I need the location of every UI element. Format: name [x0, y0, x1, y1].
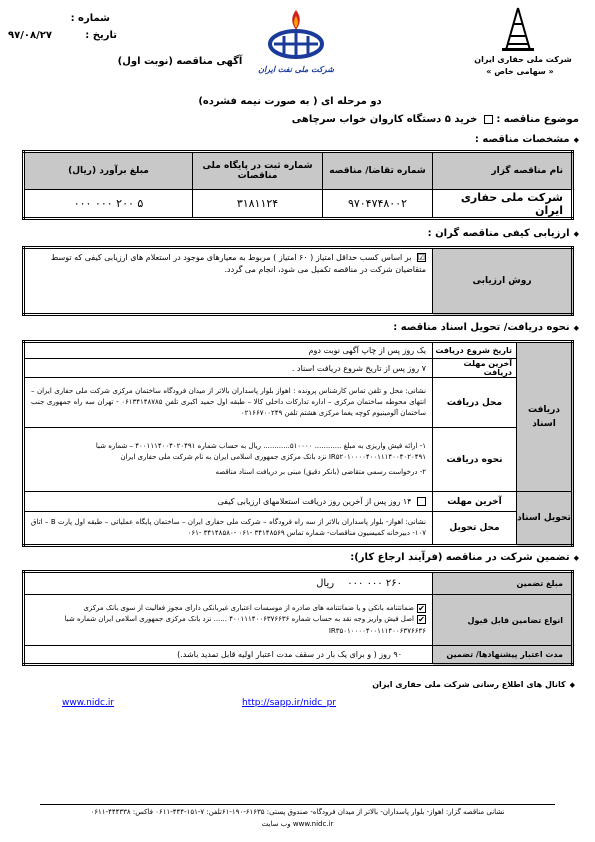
amount-unit: ریال [316, 577, 335, 589]
receive-group-label: دریافت اسناد [517, 342, 573, 492]
guarantee-table [22, 570, 574, 666]
number-label: شماره : [70, 13, 110, 24]
col-header: مبلغ برآورد (ریال) [24, 152, 193, 190]
documents-table [22, 340, 574, 547]
nidc-logo [498, 6, 538, 52]
specs-label: ◆ مشخصات مناقصه : [379, 134, 579, 145]
amount-label: مبلغ تضمین [433, 572, 573, 595]
table-cell: ۳۱۸۱۱۲۴ [193, 190, 323, 219]
amount-value: ۲۶۰ ۰۰۰ ۰۰۰ [347, 577, 402, 589]
types-label: انواع تضامین قابل قبول [433, 594, 573, 646]
place-value: نشانی: محل و تلفن تماس کارشناس پرونده : اهواز بلوار پاسداران بالاتر از میدان فرودگاه ساختمان مرکزی شرکت ملی حفاری ایران – انتهای محوطه ساختمان مرکزی – اداره تدارکات داخلی کالا – طبقه اول حمید اکبری تلفن ۰۶۱۳۴۱۴۸۷۸۵ - تهران سه راه جمهوری جنب ساختمان آلومینیوم کوچه یغما مرکزی هشتم تلفن ۰۲۱۶۶۷۰۰۲۴۹ [24, 378, 433, 428]
sapp-link[interactable]: http://sapp.ir/nidc_pr [242, 698, 337, 708]
start-value: یک روز پس از چاپ آگهی نوبت دوم [24, 342, 433, 359]
nioc-logo [262, 8, 330, 70]
last-deadline-value: ۱۴ روز پس از آخرین روز دریافت استعلامهای ارزیابی کیفی [217, 497, 412, 506]
specs-table [22, 150, 574, 220]
notice-title: آگهی مناقصه (نوبت اول) [117, 56, 243, 67]
checkbox-icon [484, 115, 493, 124]
checkbox-icon: ☑ [417, 253, 425, 262]
delivery-place-value: نشانی: اهواز- بلوار پاسداران بالاتر از سه راه فرودگاه – شرکت ملی حفاری ایران – ساختمان پایگاه عملیاتی – طبقه اول پارت B – اتاق ۱۰۷- دبیرخانه کمیسیون مناقصات- شماره تماس ۳۴۱۴۸۵۶۹ -۰۶۱ -۳۴۱۴۸۵۸۰ -۰۶۱ [24, 512, 433, 546]
table-cell: شرکت ملی حفاری ایران [433, 190, 573, 219]
checkbox-icon: ✔ [418, 614, 425, 624]
guarantee-type-2: اصل فیش واریز وجه نقد به حساب شماره ۴۰۰۱۱۱۴۰۰۶۳۷۶۶۳۶ ...... نزد بانک مرکزی جمهوری اسلامی ایران شماره شبا IR۳۵۰۱۰۰۰۰۴۰۰۱۱۱۴۰۰۶۳۷۶۶۳۶ [64, 615, 426, 635]
header [0, 0, 595, 90]
delivery-group-label: تحویل اسناد [517, 492, 573, 546]
evaluation-text: بر اساس کسب حداقل امتیاز ( ۶۰ امتیاز ) مربوط به معیارهای موجود در استعلام های ارزیابی کیفی که توسط متقاضیان شرکت در مناقصه تکمیل می شود، انجام می گردد. [50, 253, 426, 275]
table-cell: ۹۷۰۴۷۴۸۰۰۲ [323, 190, 433, 219]
last-deadline-label: آخرین مهلت [433, 492, 517, 512]
method-item-1: ۱- ارائه فیش واریزی به مبلغ ............ ۵۱۰۰۰۰............ ریال به حساب شماره ۴۰۰۱۱۱۴۰۰۴۰۲۰۴۹۱ – شماره شبا IR۵۲۰۱۰۰۰۰۴۰۰۱۱۱۴۰۰۴۰۲۰۴۹۱ نزد بانک مرکزی جمهوری اسلامی ایران به نام شرکت ملی حفاری ایران [95, 442, 426, 462]
table-cell: ۵ ۲۰۰ ۰۰۰ ۰۰۰ [24, 190, 193, 219]
documents-heading: ◆ نحوه دریافت/ تحویل اسناد مناقصه : [279, 322, 579, 333]
company-sub: « سهامی خاص » [486, 67, 554, 76]
col-header: شماره تقاضا/ مناقصه [323, 152, 433, 190]
channels-heading: ◆ کانال های اطلاع رسانی شرکت ملی حفاری ایران [275, 680, 575, 689]
delivery-place-label: محل تحویل [433, 512, 517, 546]
footer-address: نشانی مناقصه گزار: اهواز- بلوار پاسداران- بالاتر از میدان فرودگاه- صندوق پستی: ۶۱۶۳۵-۱۹۰-۶۱تلفن: ۷-۱۵۱-۴۴۴-۰۶۱۱ فاکس: ۴۴۴۳۳۸-۰۶۱۱ [90, 808, 505, 816]
method-item-2: ۲- درخواست رسمی متقاضی (بانکر دقیق) مبنی بر دریافت اسناد مناقصه [215, 467, 426, 476]
col-header: نام مناقصه گزار [433, 152, 573, 190]
evaluation-heading: ◆ ارزیابی کیفی مناقصه گران : [319, 228, 579, 239]
date-value: ۹۷/۰۸/۲۷ [8, 30, 52, 41]
col-header: شماره ثبت در پایگاه ملی مناقصات [193, 152, 323, 190]
evaluation-table [22, 246, 574, 316]
evaluation-method-label: روش ارزیابی [433, 248, 573, 315]
validity-value: ۹۰ روز ( و برای یک بار در سقف مدت اعتبار اولیه قابل تمدید باشد.) [24, 646, 433, 665]
validity-label: مدت اعتبار پیشنهادها/ تضمین [433, 646, 573, 665]
company-name: شرکت ملی حفاری ایران [474, 55, 572, 64]
checkbox-icon [417, 497, 426, 506]
place-label: محل دریافت [433, 378, 517, 428]
subject-line [159, 114, 579, 125]
guarantee-heading: ◆ تضمین شرکت در مناقصه (فرآیند ارجاع کار): [259, 552, 579, 563]
deadline-value: ۷ روز پس از تاریخ شروع دریافت اسناد . [24, 359, 433, 378]
method-label: نحوه دریافت [433, 428, 517, 492]
tender-stage: دو مرحله ای ( به صورت نیمه فشرده) [198, 96, 382, 107]
website-link[interactable]: www.nidc.ir [62, 698, 115, 708]
checkbox-icon: ✔ [418, 603, 425, 613]
logo-caption: شرکت ملی نفت ایران [258, 65, 334, 74]
subject-value: خرید ۵ دستگاه کاروان خواب سرچاهی [291, 114, 478, 125]
start-label: تاریخ شروع دریافت [433, 342, 517, 359]
guarantee-type-1: ضمانتنامه بانکی و یا ضمانتنامه های صادره از موسسات اعتباری غیربانکی دارای مجوز فعالیت از سوی بانک مرکزی [83, 604, 414, 613]
footer-divider [40, 804, 555, 805]
footer-website: www.nidc.ir وب سایت [261, 820, 334, 828]
date-label: تاریخ : [85, 30, 117, 41]
subject-label: موضوع مناقصه : [496, 114, 579, 125]
deadline-label: آخرین مهلت دریافت [433, 359, 517, 378]
